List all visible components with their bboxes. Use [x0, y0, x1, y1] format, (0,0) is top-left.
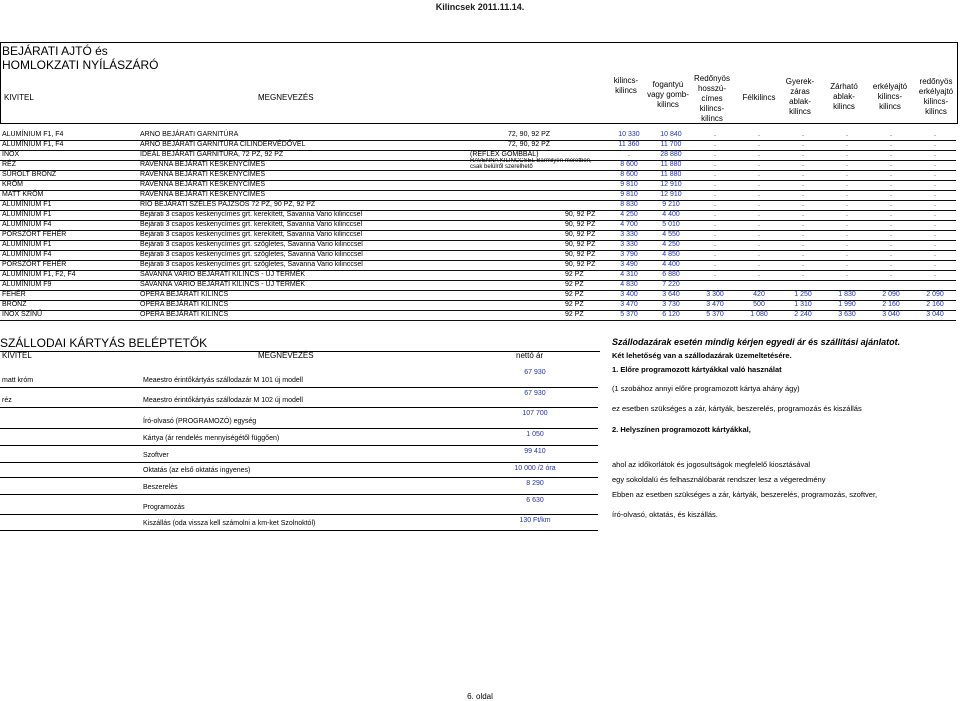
info-line1: Két lehetőség van a szállodazárak üzemeltetésére. [612, 351, 792, 360]
row-price-4: . [758, 181, 760, 188]
row-price-4: 420 [753, 291, 765, 298]
hotel-row-ar: 67 930 [524, 369, 546, 376]
row-price-1: 3 330 [620, 231, 638, 238]
row-price-5: 1 250 [794, 291, 812, 298]
row-price-7: . [890, 201, 892, 208]
row-price-8: . [934, 151, 936, 158]
row-price-2: 7 220 [662, 281, 680, 288]
row-price-1: 3 400 [620, 291, 638, 298]
row-price-5: . [802, 271, 804, 278]
hotel-row-megnevezes: Oktatás (az első oktatás ingyenes) [143, 467, 251, 474]
row-price-3: . [714, 181, 716, 188]
row-price-3: . [714, 191, 716, 198]
hotel-row-kivitel: réz [2, 397, 12, 404]
row-price-2: 4 400 [662, 211, 680, 218]
row-price-7: . [890, 221, 892, 228]
row-price-3: . [714, 231, 716, 238]
hotel-row-separator [0, 445, 598, 446]
row-price-2: 11 880 [660, 171, 682, 178]
row-meret: 90, 92 PZ [565, 211, 596, 218]
row-price-3: . [714, 151, 716, 158]
row-price-6: . [846, 231, 848, 238]
row-price-4: 1 080 [750, 311, 768, 318]
row-kivitel: KRÓM [2, 181, 23, 188]
row-price-1: 4 700 [620, 221, 638, 228]
hotel-row-separator [0, 387, 598, 388]
row-price-2: 12 910 [660, 181, 682, 188]
row-price-2: 4 250 [662, 241, 680, 248]
row-price-8: 3 040 [926, 311, 944, 318]
document-title: Kilincsek 2011.11.14. [435, 2, 525, 12]
row-price-3: . [714, 171, 716, 178]
row-price-7: . [890, 131, 892, 138]
hotel-row-kivitel: matt króm [2, 377, 34, 384]
table-row [0, 310, 956, 321]
row-price-4: 500 [753, 301, 765, 308]
row-price-1: 4 250 [620, 211, 638, 218]
row-price-7: . [890, 261, 892, 268]
row-megnevezes: Bejárati 3 csapos keskenycímes grt. szögletes, Savanna Vario kilinccsel [140, 241, 363, 248]
row-price-7: 2 090 [882, 291, 900, 298]
row-price-3: 3 300 [706, 291, 724, 298]
row-price-7: . [890, 171, 892, 178]
row-meret: 90, 92 PZ [565, 221, 596, 228]
row-megnevezes: RAVENNA BEJÁRATI KESKENYCÍMES [140, 171, 265, 178]
row-megnevezes: RAVENNA BEJÁRATI KESKENYCÍMES [140, 181, 265, 188]
hotel-row-ar: 10 000 /2 óra [514, 465, 556, 472]
row-price-2: 6 880 [662, 271, 680, 278]
row-price-5: 1 310 [794, 301, 812, 308]
info-line2: 1. Előre programozott kártyákkal való használat [612, 365, 782, 374]
row-price-1: . [628, 151, 630, 158]
row-price-5: . [802, 161, 804, 168]
row-price-4: . [758, 201, 760, 208]
row-price-3: . [714, 211, 716, 218]
row-price-5: 2 240 [794, 311, 812, 318]
hotel-row-megnevezes: Beszerelés [143, 484, 178, 491]
row-price-2: 3 730 [662, 301, 680, 308]
row-price-6: . [846, 241, 848, 248]
row-megnevezes: Bejárati 3 csapos keskenycímes grt. kerekített, Savanna Vario kilinccsel [140, 211, 363, 218]
row-price-6: . [846, 261, 848, 268]
row-kivitel: ALUMÍNIUM F1 [2, 241, 52, 248]
row-price-8: . [934, 181, 936, 188]
row-price-3: . [714, 201, 716, 208]
row-price-3: . [714, 261, 716, 268]
info-line3: (1 szobához annyi előre programozott kártya ahány ágy) [612, 384, 800, 393]
row-price-3: . [714, 251, 716, 258]
row-kivitel: RÉZ [2, 161, 16, 168]
hotel-row-ar: 6 630 [526, 497, 544, 504]
row-price-7: . [890, 181, 892, 188]
row-price-2: 11 700 [660, 141, 682, 148]
section-title-line2: HOMLOKZATI NYÍLÁSZÁRÓ [2, 58, 159, 72]
header-col-5: Gyerek- záras ablak- kilincs [785, 77, 815, 116]
row-price-8: . [934, 141, 936, 148]
row-price-6: 1 830 [838, 291, 856, 298]
row-price-7: . [890, 161, 892, 168]
row-price-4: . [758, 191, 760, 198]
row-price-1: 10 330 [618, 131, 640, 138]
row-price-1: 3 490 [620, 261, 638, 268]
row-price-4: . [758, 151, 760, 158]
row-price-6: 3 630 [838, 311, 856, 318]
row-meret: 90, 92 PZ [565, 241, 596, 248]
row-price-4: . [758, 161, 760, 168]
row-price-2: 12 910 [660, 191, 682, 198]
row-price-6: . [846, 201, 848, 208]
header-col-6: Zárható ablak- kilincs [830, 82, 858, 111]
header-megnevezes: MEGNEVEZÉS [258, 93, 314, 102]
row-price-1: 8 600 [620, 171, 638, 178]
row-price-1: 4 830 [620, 281, 638, 288]
header-col-1: kilincs- kilincs [613, 76, 639, 95]
row-price-5: . [802, 251, 804, 258]
row-price-5: . [802, 211, 804, 218]
row-kivitel: ALUMÍNIUM F1, F4 [2, 141, 64, 148]
hotel-ar-label: nettó ár [516, 351, 544, 360]
row-price-3: . [714, 161, 716, 168]
header-kivitel: KIVITEL [4, 93, 34, 102]
row-price-8: . [934, 241, 936, 248]
row-kivitel: PORSZÓRT FEHÉR [2, 261, 67, 268]
row-meret: 72, 90, 92 PZ [508, 131, 551, 138]
row-kivitel: PORSZÓRT FEHÉR [2, 231, 67, 238]
info-heading: Szállodazárak esetén mindig kérjen egyedi ár és szállítási ajánlatot. [612, 337, 901, 347]
row-price-6: . [846, 161, 848, 168]
row-megnevezes: ARNO BEJÁRATI GARNITÚRA CILINDERVÉDŐVEL [140, 141, 306, 148]
info-line7: egy sokoldalú és felhasználóbarát rendszer lesz a végeredmény [612, 475, 826, 484]
row-meret: 90, 92 PZ [565, 251, 596, 258]
row-price-7: . [890, 191, 892, 198]
row-price-2: 3 640 [662, 291, 680, 298]
header-col-7: erkélyajtó kilincs- kilincs [872, 82, 908, 111]
row-price-4: . [758, 251, 760, 258]
header-col-8: redőnyös erkélyajtó kilincs- kilincs [918, 77, 954, 116]
row-meret: 90, 92 PZ [565, 231, 596, 238]
row-megnevezes: OPERA BEJÁRATI KILINCS [140, 311, 229, 318]
row-price-8: . [934, 161, 936, 168]
row-price-6: . [846, 251, 848, 258]
row-meret: 92 PZ [565, 291, 584, 298]
row-meret: 92 PZ [565, 311, 584, 318]
row-price-7: . [890, 231, 892, 238]
row-megnevezes: ARNO BEJÁRATI GARNITÚRA [140, 131, 239, 138]
row-price-8: . [934, 251, 936, 258]
row-price-1: 3 470 [620, 301, 638, 308]
row-price-6: . [846, 151, 848, 158]
row-price-5: . [802, 231, 804, 238]
row-kivitel: ALUMÍNIUM F1, F2, F4 [2, 271, 76, 278]
row-meret: 92 PZ [565, 271, 584, 278]
row-kivitel: MATT KRÓM [2, 191, 44, 198]
row-price-7: . [890, 251, 892, 258]
row-price-8: . [934, 191, 936, 198]
hotel-megnevezes-label: MEGNEVEZÉS [258, 351, 314, 360]
hotel-title: SZÁLLODAI KÁRTYÁS BELÉPTETŐK [0, 336, 600, 352]
row-meret: 90, 92 PZ [565, 261, 596, 268]
row-price-2: 28 880 [660, 151, 682, 158]
row-price-5: . [802, 171, 804, 178]
row-meret: (REFLEX GOMBBAL) [470, 151, 539, 158]
hotel-kivitel-label: KIVITEL [2, 351, 32, 360]
row-price-3: 5 370 [706, 311, 724, 318]
row-price-7: . [890, 141, 892, 148]
hotel-row-ar: 67 930 [524, 390, 546, 397]
row-price-8: 2 160 [926, 301, 944, 308]
hotel-row-megnevezes: Kiszállás (oda vissza kell számolni a km-ket Szolnoktól) [143, 520, 316, 527]
hotel-row-ar: 99 410 [524, 448, 546, 455]
row-price-2: 10 840 [660, 131, 682, 138]
row-meret: 92 PZ [565, 301, 584, 308]
row-price-1: 11 360 [618, 141, 640, 148]
row-price-1: 3 790 [620, 251, 638, 258]
hotel-row-ar: 8 290 [526, 480, 544, 487]
row-megnevezes: OPERA BEJÁRATI KILINCS [140, 291, 229, 298]
row-price-4: . [758, 261, 760, 268]
hotel-row-separator [0, 407, 598, 408]
row-price-6: . [846, 131, 848, 138]
row-price-4: . [758, 131, 760, 138]
row-price-2: 11 880 [660, 161, 682, 168]
row-price-5: . [802, 141, 804, 148]
row-price-1: 9 810 [620, 181, 638, 188]
row-price-4: . [758, 271, 760, 278]
info-line9: író-olvasó, oktatás, és kiszállás. [612, 510, 718, 519]
row-kivitel: ALUMÍNIUM F9 [2, 281, 52, 288]
row-megnevezes: SAVANNA VARIO BEJÁRATI KILINCS - ÚJ TERMÉK [140, 281, 306, 288]
row-price-2: 6 120 [662, 311, 680, 318]
row-price-3: . [714, 271, 716, 278]
row-kivitel: ALUMÍNIUM F4 [2, 251, 52, 258]
row-price-6: . [846, 271, 848, 278]
row-price-4: . [758, 141, 760, 148]
row-price-4: . [758, 231, 760, 238]
hotel-row-separator [0, 514, 598, 515]
row-price-5: . [802, 191, 804, 198]
row-price-8: . [934, 271, 936, 278]
row-price-4: . [758, 221, 760, 228]
row-price-8: . [934, 211, 936, 218]
info-line5: 2. Helyszínen programozott kártyákkal, [612, 425, 751, 434]
row-price-5: . [802, 131, 804, 138]
header-col-2: fogantyú vagy gomb- kilincs [647, 80, 689, 109]
row-price-5: . [802, 241, 804, 248]
hotel-row-ar: 130 Ft/km [519, 517, 551, 524]
row-price-7: . [890, 241, 892, 248]
row-kivitel: FEHÉR [2, 291, 26, 298]
row-price-3: . [714, 131, 716, 138]
row-megnevezes: Bejárati 3 csapos keskenycímes grt. kerekített, Savanna Vario kilinccsel [140, 221, 363, 228]
row-meret: RAVENNA KILINCCSEL Bármilyen méretben, csak belülről szerelhető [470, 158, 592, 170]
row-kivitel: INOX [2, 151, 20, 158]
section-title-line1: BEJÁRATI AJTÓ és [2, 44, 108, 58]
row-price-5: . [802, 221, 804, 228]
row-price-5: . [802, 201, 804, 208]
row-price-5: . [802, 261, 804, 268]
row-price-3: . [714, 221, 716, 228]
row-kivitel: BRONZ [2, 301, 27, 308]
hotel-row-ar: 1 050 [526, 431, 544, 438]
row-kivitel: ALUMÍNIUM F1 [2, 211, 52, 218]
row-price-4: . [758, 241, 760, 248]
hotel-row-megnevezes: Író-olvasó (PROGRAMOZÓ) egység [143, 418, 257, 425]
row-meret: 92 PZ [565, 281, 584, 288]
row-price-8: 2 090 [926, 291, 944, 298]
row-megnevezes: Bejárati 3 csapos keskenycímes grt. szögletes, Savanna Vario kilinccsel [140, 251, 363, 258]
row-price-1: 4 310 [620, 271, 638, 278]
row-price-3: 3 470 [706, 301, 724, 308]
row-megnevezes: RAVENNA BEJÁRATI KESKENYCÍMES [140, 161, 265, 168]
row-megnevezes: OPERA BEJÁRATI KILINCS [140, 301, 229, 308]
row-price-7: . [890, 271, 892, 278]
header-col-3: Redőnyös hosszú- címes kilincs- kilincs [693, 74, 731, 123]
hotel-row-separator [0, 428, 598, 429]
row-price-6: 1 990 [838, 301, 856, 308]
row-price-8: . [934, 131, 936, 138]
row-price-1: 3 330 [620, 241, 638, 248]
hotel-row-megnevezes: Kártya (ár rendelés mennyiségétől függően) [143, 435, 280, 442]
hotel-row-megnevezes: Meaestro érintőkártyás szállodazár M 101 új modell [143, 377, 303, 384]
hotel-row-megnevezes: Szoftver [143, 452, 169, 459]
row-price-7: . [890, 151, 892, 158]
row-megnevezes: Bejárati 3 csapos keskenycímes grt. kerekített, Savanna Vario kilinccsel [140, 231, 363, 238]
row-price-8: . [934, 221, 936, 228]
row-megnevezes: Bejárati 3 csapos keskenycímes grt. szögletes, Savanna Vario kilinccsel [140, 261, 363, 268]
info-line6: ahol az időkorlátok és jogosultságok megfelelő kiosztásával [612, 460, 811, 469]
row-price-8: . [934, 261, 936, 268]
row-megnevezes: RIO BEJÁRATI SZÉLES PAJZSOS 72 PZ, 90 PZ, 92 PZ [140, 201, 316, 208]
row-kivitel: ALUMÍNIUM F1, F4 [2, 131, 64, 138]
row-price-1: 5 370 [620, 311, 638, 318]
row-price-3: . [714, 241, 716, 248]
info-line4: ez esetben szükséges a zár, kártyák, beszerelés, programozás és kiszállás [612, 404, 862, 413]
row-megnevezes: IDEÁL BEJÁRATI GARNITÚRA, 72 PZ, 92 PZ [140, 151, 284, 158]
row-price-5: . [802, 181, 804, 188]
row-price-1: 8 830 [620, 201, 638, 208]
row-price-2: 4 400 [662, 261, 680, 268]
row-megnevezes: SAVANNA VARIO BEJÁRATI KILINCS - ÚJ TERMÉK [140, 271, 306, 278]
hotel-row-separator [0, 462, 598, 463]
row-kivitel: SÚROLT BRONZ [2, 171, 57, 178]
row-price-8: . [934, 201, 936, 208]
info-line8: Ebben az esetben szükséges a zár, kártyák, beszerelés, programozás, szoftver, [612, 490, 878, 499]
hotel-row-ar: 107 700 [522, 410, 548, 417]
row-kivitel: INOX SZÍNŰ [2, 311, 43, 318]
row-price-6: . [846, 191, 848, 198]
row-price-1: 8 600 [620, 161, 638, 168]
row-price-7: . [890, 211, 892, 218]
row-price-1: 9 810 [620, 191, 638, 198]
hotel-row-separator [0, 530, 598, 531]
row-price-2: 9 210 [662, 201, 680, 208]
row-kivitel: ALUMÍNIUM F4 [2, 221, 52, 228]
hotel-row-megnevezes: Programozás [143, 504, 185, 511]
row-price-4: . [758, 211, 760, 218]
row-price-8: . [934, 231, 936, 238]
page-number: 6. oldal [467, 692, 493, 701]
row-megnevezes: RAVENNA BEJÁRATI KESKENYCÍMES [140, 191, 265, 198]
header-col-4: Félkilincs [742, 93, 776, 102]
row-meret: 72, 90, 92 PZ [508, 141, 551, 148]
row-price-6: . [846, 141, 848, 148]
hotel-row-separator [0, 494, 598, 495]
hotel-row-separator [0, 477, 598, 478]
row-price-7: 3 040 [882, 311, 900, 318]
row-price-3: . [714, 141, 716, 148]
row-kivitel: ALUMÍNIUM F1 [2, 201, 52, 208]
row-price-5: . [802, 151, 804, 158]
row-price-2: 4 550 [662, 231, 680, 238]
row-price-6: . [846, 221, 848, 228]
row-price-6: . [846, 171, 848, 178]
row-price-6: . [846, 211, 848, 218]
row-price-2: 5 010 [662, 221, 680, 228]
hotel-row-megnevezes: Meaestro érintőkártyás szállodazár M 102 új modell [143, 397, 303, 404]
row-price-7: 2 160 [882, 301, 900, 308]
row-price-6: . [846, 181, 848, 188]
row-price-2: 4 850 [662, 251, 680, 258]
row-price-4: . [758, 171, 760, 178]
row-price-8: . [934, 171, 936, 178]
